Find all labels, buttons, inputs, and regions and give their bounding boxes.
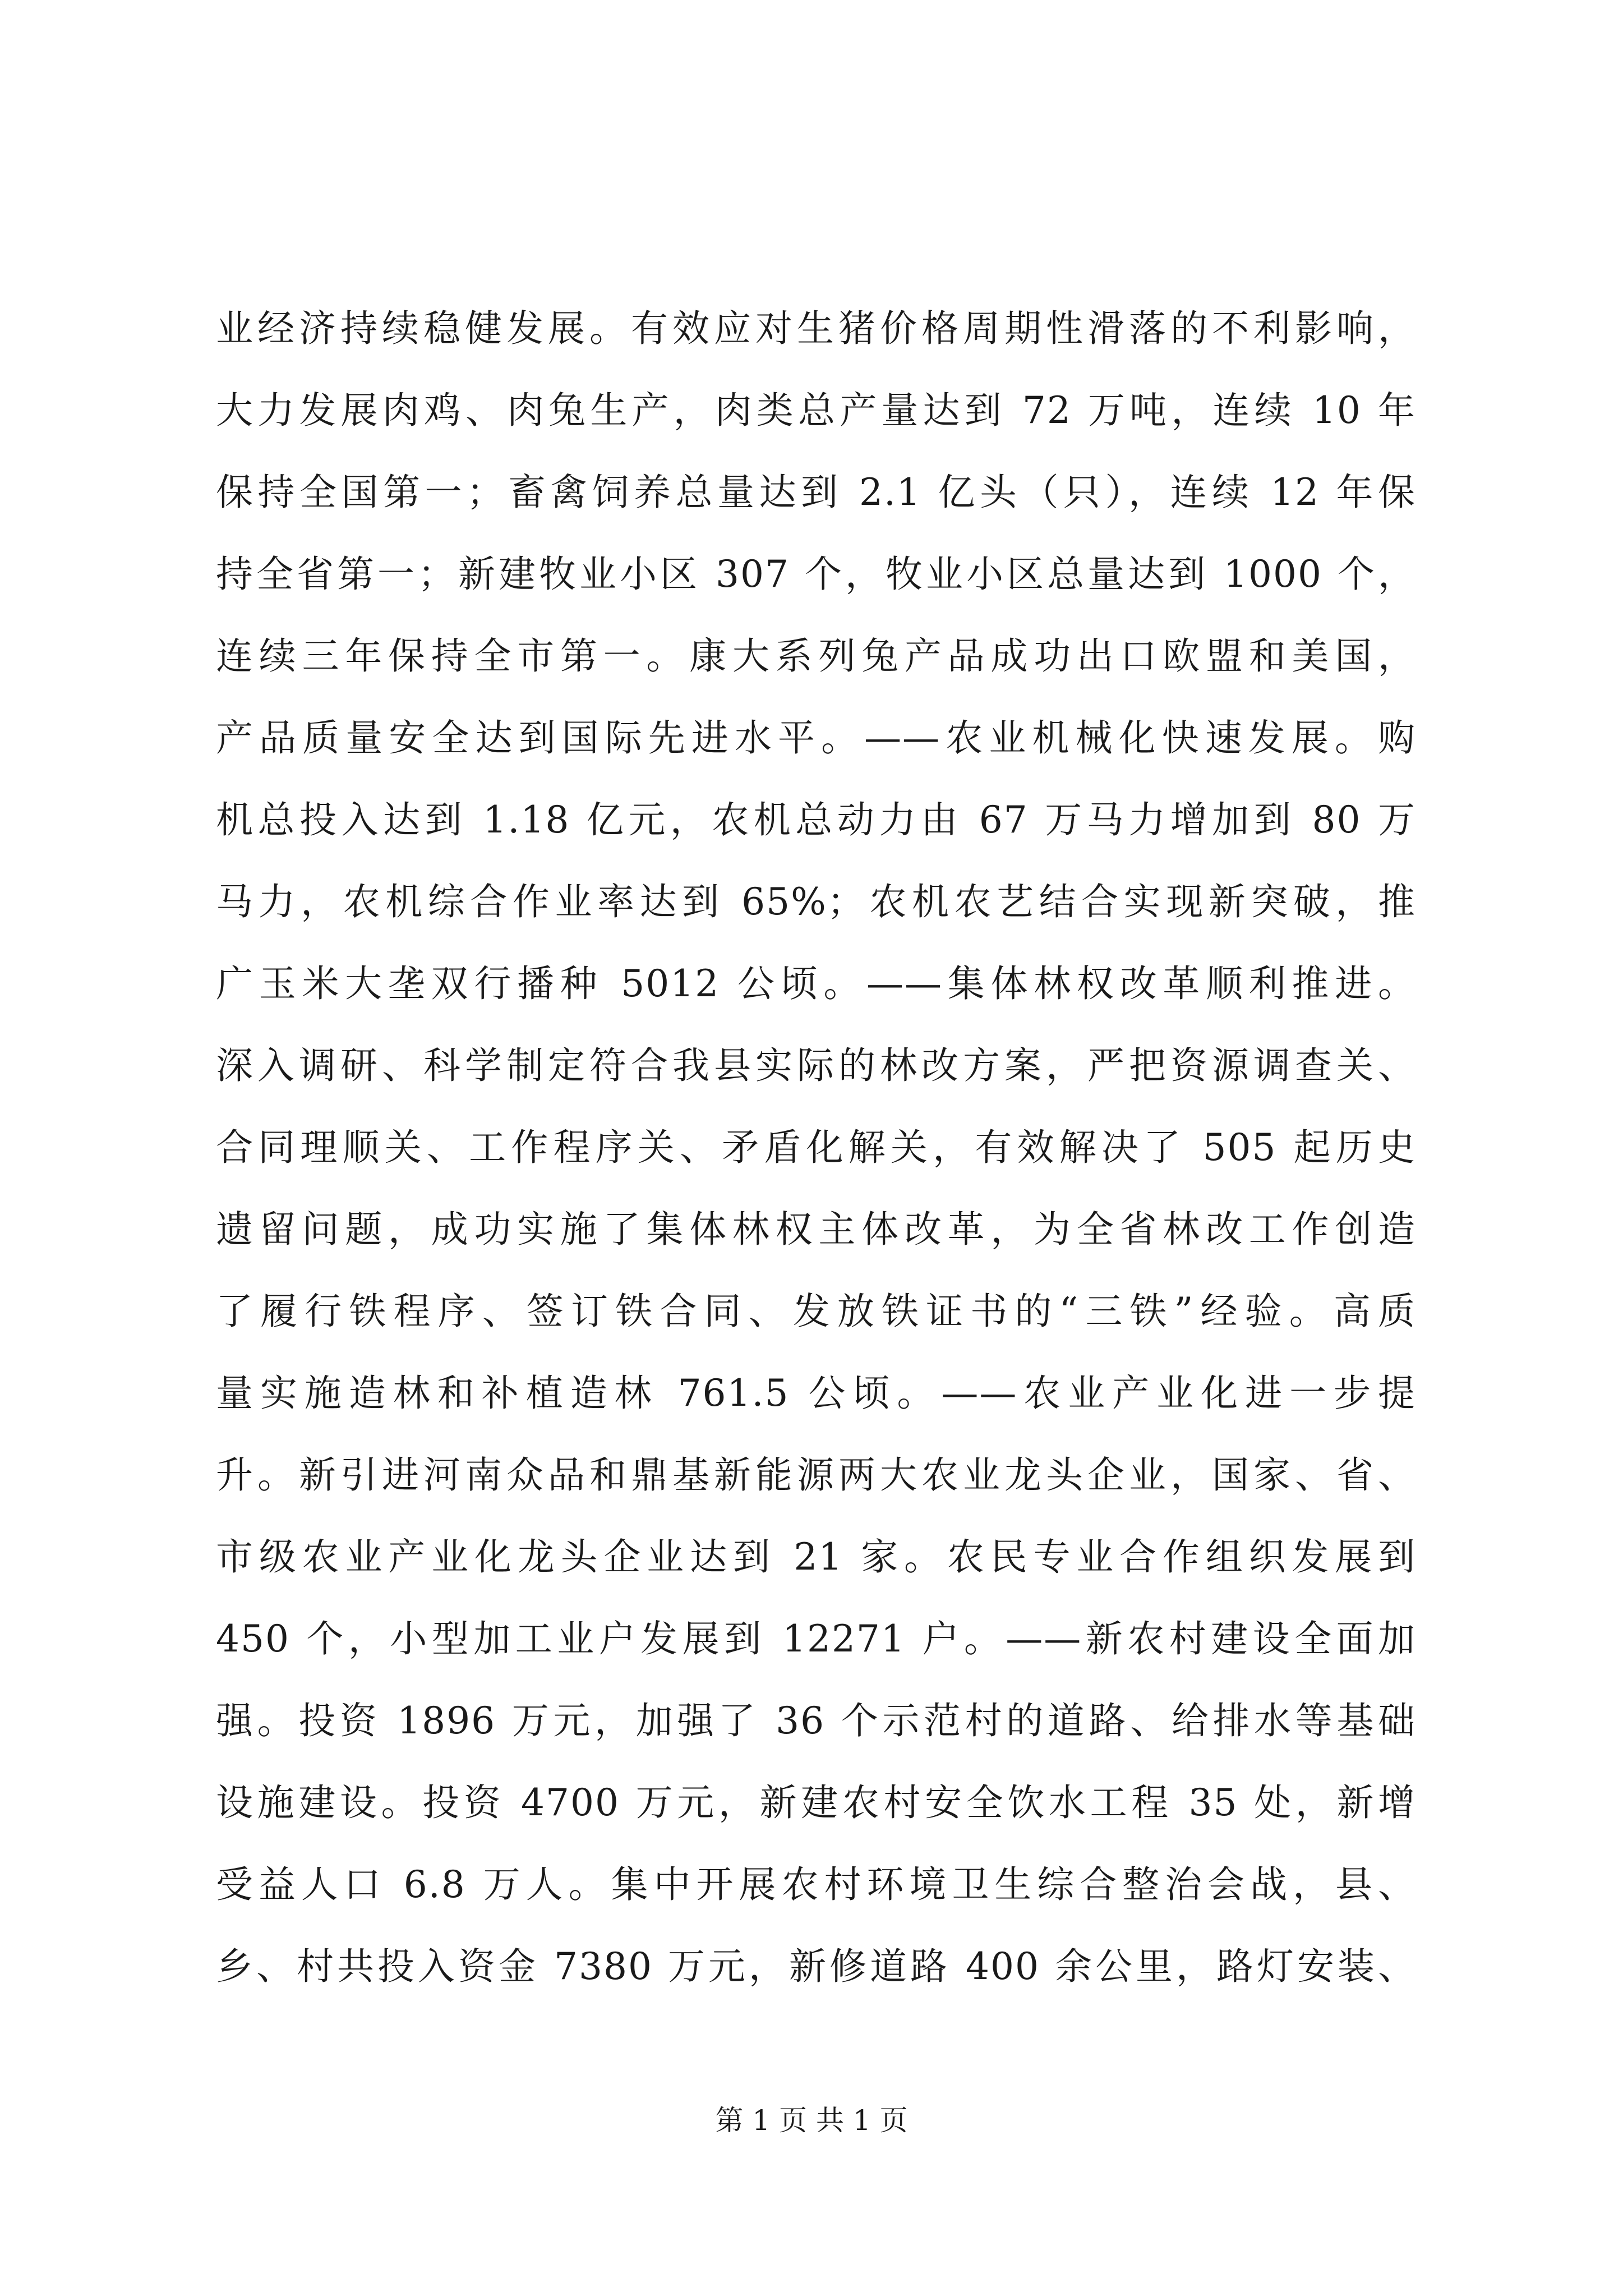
text-line: 量实施造林和补植造林 761.5 公顷。——农业产业化进一步提 (216, 1372, 1416, 1415)
text-line: 市级农业产业化龙头企业达到 21 家。农民专业合作组织发展到 (216, 1535, 1416, 1579)
text-line: 大力发展肉鸡、肉兔生产，肉类总产量达到 72 万吨，连续 10 年 (216, 389, 1416, 432)
text-line: 450 个，小型加工业户发展到 12271 户。——新农村建设全面加 (216, 1617, 1416, 1660)
text-line: 持全省第一；新建牧业小区 307 个，牧业小区总量达到 1000 个， (216, 553, 1416, 596)
text-line: 保持全国第一；畜禽饲养总量达到 2.1 亿头（只），连续 12 年保 (216, 471, 1416, 514)
text-line: 产品质量安全达到国际先进水平。——农业机械化快速发展。购 (216, 716, 1416, 760)
text-line: 遗留问题，成功实施了集体林权主体改革，为全省林改工作创造 (216, 1208, 1416, 1251)
text-line: 乡、村共投入资金 7380 万元，新修道路 400 余公里，路灯安装、 (216, 1945, 1416, 1988)
text-line: 了履行铁程序、签订铁合同、发放铁证书的“三铁”经验。高质 (216, 1290, 1416, 1333)
text-line: 广玉米大垄双行播种 5012 公顷。——集体林权改革顺利推进。 (216, 962, 1416, 1005)
text-line: 强。投资 1896 万元，加强了 36 个示范村的道路、给排水等基础 (216, 1699, 1416, 1742)
text-line: 合同理顺关、工作程序关、矛盾化解关，有效解决了 505 起历史 (216, 1126, 1416, 1169)
text-line: 马力，农机综合作业率达到 65%；农机农艺结合实现新突破，推 (216, 880, 1416, 923)
page-number-label: 第 1 页 共 1 页 (715, 2104, 908, 2137)
text-line: 连续三年保持全市第一。康大系列兔产品成功出口欧盟和美国， (216, 634, 1416, 678)
text-line: 设施建设。投资 4700 万元，新建农村安全饮水工程 35 处，新增 (216, 1781, 1416, 1824)
text-line: 机总投入达到 1.18 亿元，农机总动力由 67 万马力增加到 80 万 (216, 798, 1416, 841)
text-line: 升。新引进河南众品和鼎基新能源两大农业龙头企业，国家、省、 (216, 1453, 1416, 1497)
page-footer (0, 2101, 1623, 2140)
text-line: 受益人口 6.8 万人。集中开展农村环境卫生综合整治会战，县、 (216, 1863, 1416, 1906)
text-line: 深入调研、科学制定符合我县实际的林改方案，严把资源调查关、 (216, 1044, 1416, 1087)
text-line: 业经济持续稳健发展。有效应对生猪价格周期性滑落的不利影响， (216, 307, 1416, 350)
